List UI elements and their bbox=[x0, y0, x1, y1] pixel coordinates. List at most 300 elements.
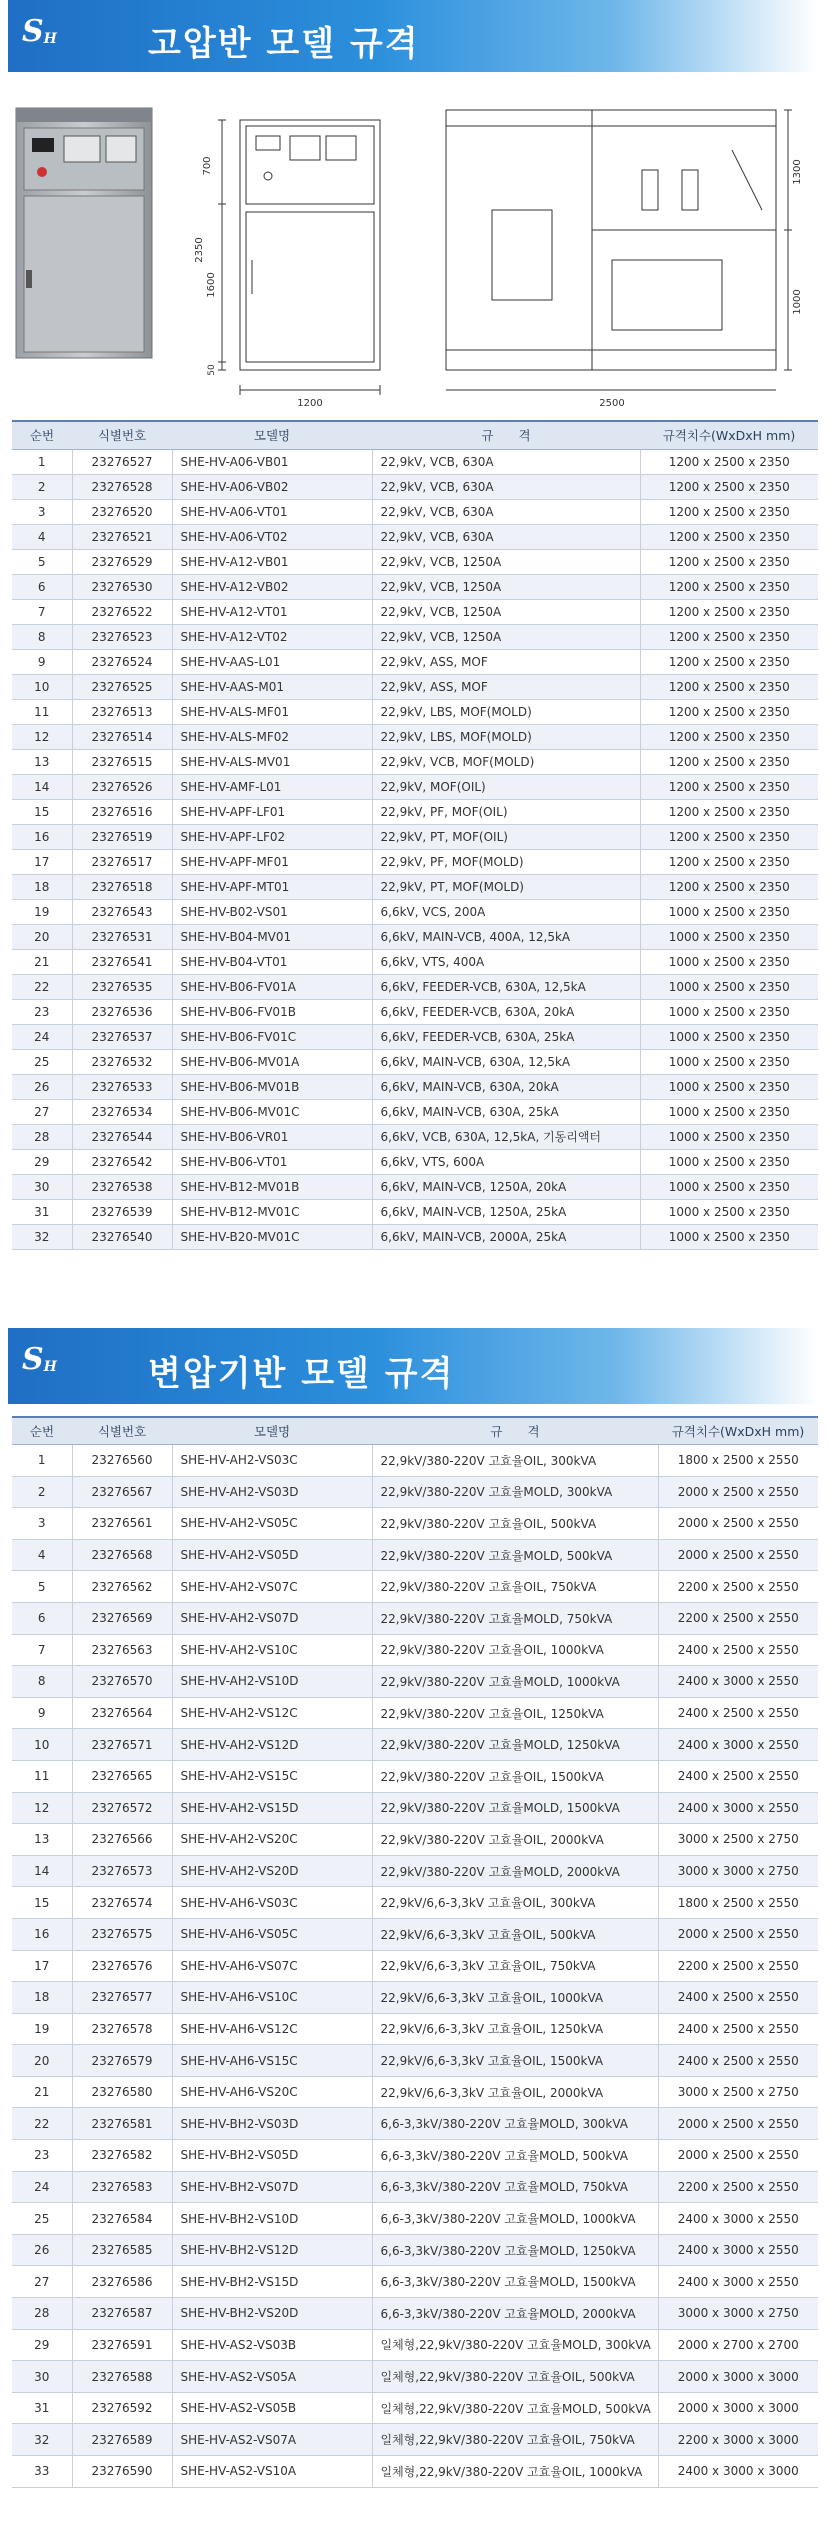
table-row bbox=[12, 1508, 818, 1540]
cell-model: SHE-HV-B06-VR01 bbox=[172, 1124, 372, 1149]
cell-model: SHE-HV-B06-MV01A bbox=[172, 1049, 372, 1074]
cell-no: 10 bbox=[12, 1729, 72, 1761]
cell-dims: 2000 x 2500 x 2550 bbox=[658, 1918, 818, 1950]
cell-no: 19 bbox=[12, 899, 72, 924]
table-row bbox=[12, 449, 818, 474]
cell-id: 23276573 bbox=[72, 1855, 172, 1887]
cell-no: 22 bbox=[12, 974, 72, 999]
cell-model: SHE-HV-ALS-MF01 bbox=[172, 699, 372, 724]
cell-spec: 6,6kV, VTS, 400A bbox=[372, 949, 640, 974]
table-row bbox=[12, 1950, 818, 1982]
cell-id: 23276561 bbox=[72, 1508, 172, 1540]
cell-id: 23276567 bbox=[72, 1476, 172, 1508]
cell-spec: 22,9kV, ASS, MOF bbox=[372, 674, 640, 699]
cell-spec: 일체형,22,9kV/380-220V 고효율MOLD, 500kVA bbox=[372, 2392, 658, 2424]
cell-id: 23276522 bbox=[72, 599, 172, 624]
cell-no: 13 bbox=[12, 749, 72, 774]
cell-spec: 22,9kV/380-220V 고효율OIL, 1000kVA bbox=[372, 1634, 658, 1666]
cell-model: SHE-HV-AH6-VS05C bbox=[172, 1918, 372, 1950]
table-row bbox=[12, 1049, 818, 1074]
col-header-id: 식별번호 bbox=[72, 1417, 172, 1445]
cell-model: SHE-HV-AH2-VS07C bbox=[172, 1571, 372, 1603]
cell-spec: 6,6kV, MAIN-VCB, 400A, 12,5kA bbox=[372, 924, 640, 949]
table-row bbox=[12, 2361, 818, 2393]
table-row bbox=[12, 1918, 818, 1950]
cell-id: 23276527 bbox=[72, 449, 172, 474]
cell-id: 23276543 bbox=[72, 899, 172, 924]
cell-no: 21 bbox=[12, 949, 72, 974]
cell-no: 16 bbox=[12, 1918, 72, 1950]
cell-model: SHE-HV-A06-VT02 bbox=[172, 524, 372, 549]
cell-id: 23276584 bbox=[72, 2203, 172, 2235]
table-row bbox=[12, 1539, 818, 1571]
cell-model: SHE-HV-AH2-VS03C bbox=[172, 1445, 372, 1477]
cell-id: 23276592 bbox=[72, 2392, 172, 2424]
cell-model: SHE-HV-AH6-VS20C bbox=[172, 2076, 372, 2108]
cell-dims: 1200 x 2500 x 2350 bbox=[640, 674, 818, 699]
dim-1300: 1300 bbox=[792, 159, 803, 185]
cell-model: SHE-HV-AAS-M01 bbox=[172, 674, 372, 699]
cell-model: SHE-HV-AH2-VS05D bbox=[172, 1539, 372, 1571]
cell-no: 24 bbox=[12, 2171, 72, 2203]
cell-spec: 22,9kV, VCB, 630A bbox=[372, 474, 640, 499]
cell-model: SHE-HV-AS2-VS03B bbox=[172, 2329, 372, 2361]
cell-model: SHE-HV-B12-MV01B bbox=[172, 1174, 372, 1199]
cell-spec: 6,6kV, FEEDER-VCB, 630A, 25kA bbox=[372, 1024, 640, 1049]
cell-id: 23276580 bbox=[72, 2076, 172, 2108]
cell-id: 23276519 bbox=[72, 824, 172, 849]
cell-dims: 1200 x 2500 x 2350 bbox=[640, 624, 818, 649]
cell-spec: 22,9kV/6,6-3,3kV 고효율OIL, 1500kVA bbox=[372, 2045, 658, 2077]
cell-dims: 1000 x 2500 x 2350 bbox=[640, 899, 818, 924]
cell-no: 17 bbox=[12, 849, 72, 874]
cell-model: SHE-HV-AH2-VS07D bbox=[172, 1602, 372, 1634]
cell-dims: 1000 x 2500 x 2350 bbox=[640, 1099, 818, 1124]
cell-spec: 22,9kV/380-220V 고효율MOLD, 2000kVA bbox=[372, 1855, 658, 1887]
cell-id: 23276563 bbox=[72, 1634, 172, 1666]
table-row bbox=[12, 1634, 818, 1666]
table-row bbox=[12, 1855, 818, 1887]
cell-dims: 2400 x 2500 x 2550 bbox=[658, 1982, 818, 2014]
cell-spec: 22,9kV, ASS, MOF bbox=[372, 649, 640, 674]
cell-dims: 1200 x 2500 x 2350 bbox=[640, 549, 818, 574]
cell-model: SHE-HV-BH2-VS10D bbox=[172, 2203, 372, 2235]
cell-model: SHE-HV-B06-FV01B bbox=[172, 999, 372, 1024]
cell-dims: 2000 x 2500 x 2550 bbox=[658, 1539, 818, 1571]
table-row bbox=[12, 1174, 818, 1199]
cell-no: 28 bbox=[12, 2298, 72, 2330]
cell-spec: 22,9kV/380-220V 고효율MOLD, 1500kVA bbox=[372, 1792, 658, 1824]
cell-dims: 3000 x 3000 x 2750 bbox=[658, 2298, 818, 2330]
cell-id: 23276529 bbox=[72, 549, 172, 574]
cell-id: 23276525 bbox=[72, 674, 172, 699]
cell-model: SHE-HV-AH2-VS12D bbox=[172, 1729, 372, 1761]
cell-no: 25 bbox=[12, 2203, 72, 2235]
cell-model: SHE-HV-AH2-VS10D bbox=[172, 1666, 372, 1698]
table-row bbox=[12, 2140, 818, 2172]
cell-id: 23276520 bbox=[72, 499, 172, 524]
dim-1000: 1000 bbox=[792, 289, 803, 315]
table-row bbox=[12, 2392, 818, 2424]
cell-dims: 1000 x 2500 x 2350 bbox=[640, 1074, 818, 1099]
cell-dims: 2000 x 2700 x 2700 bbox=[658, 2329, 818, 2361]
cell-dims: 2000 x 2500 x 2550 bbox=[658, 2140, 818, 2172]
cell-id: 23276576 bbox=[72, 1950, 172, 1982]
cell-no: 25 bbox=[12, 1049, 72, 1074]
table-row bbox=[12, 699, 818, 724]
cell-no: 7 bbox=[12, 1634, 72, 1666]
transformer-panel-spec-table bbox=[12, 1416, 818, 2488]
cell-id: 23276585 bbox=[72, 2234, 172, 2266]
cell-id: 23276577 bbox=[72, 1982, 172, 2014]
cell-model: SHE-HV-A06-VB02 bbox=[172, 474, 372, 499]
cell-model: SHE-HV-AS2-VS07A bbox=[172, 2424, 372, 2456]
cell-model: SHE-HV-AH2-VS05C bbox=[172, 1508, 372, 1540]
cell-model: SHE-HV-AS2-VS10A bbox=[172, 2456, 372, 2488]
cell-id: 23276538 bbox=[72, 1174, 172, 1199]
cell-dims: 3000 x 3000 x 2750 bbox=[658, 1855, 818, 1887]
cell-dims: 2400 x 3000 x 2550 bbox=[658, 2203, 818, 2235]
cell-no: 4 bbox=[12, 1539, 72, 1571]
cell-no: 31 bbox=[12, 1199, 72, 1224]
cell-no: 26 bbox=[12, 1074, 72, 1099]
cell-no: 2 bbox=[12, 474, 72, 499]
table-row bbox=[12, 1149, 818, 1174]
cell-spec: 22,9kV/380-220V 고효율MOLD, 300kVA bbox=[372, 1476, 658, 1508]
cell-spec: 22,9kV, VCB, 1250A bbox=[372, 574, 640, 599]
cell-dims: 1200 x 2500 x 2350 bbox=[640, 649, 818, 674]
cell-model: SHE-HV-B04-VT01 bbox=[172, 949, 372, 974]
cell-no: 12 bbox=[12, 724, 72, 749]
cell-model: SHE-HV-BH2-VS05D bbox=[172, 2140, 372, 2172]
cell-no: 20 bbox=[12, 924, 72, 949]
cell-id: 23276574 bbox=[72, 1887, 172, 1919]
cell-model: SHE-HV-AH2-VS12C bbox=[172, 1697, 372, 1729]
cell-id: 23276572 bbox=[72, 1792, 172, 1824]
cell-spec: 6,6-3,3kV/380-220V 고효율MOLD, 300kVA bbox=[372, 2108, 658, 2140]
cell-model: SHE-HV-ALS-MV01 bbox=[172, 749, 372, 774]
cell-id: 23276528 bbox=[72, 474, 172, 499]
table-row bbox=[12, 2013, 818, 2045]
cell-model: SHE-HV-AH6-VS10C bbox=[172, 1982, 372, 2014]
cell-spec: 6,6kV, MAIN-VCB, 1250A, 25kA bbox=[372, 1199, 640, 1224]
col-header-dims: 규격치수(WxDxH mm) bbox=[658, 1417, 818, 1445]
table-row bbox=[12, 1602, 818, 1634]
table-row bbox=[12, 2329, 818, 2361]
section-title-hv-panel: 고압반 모델 규격 bbox=[148, 24, 420, 64]
table-row bbox=[12, 1199, 818, 1224]
cell-model: SHE-HV-B06-VT01 bbox=[172, 1149, 372, 1174]
cell-no: 32 bbox=[12, 1224, 72, 1249]
cell-dims: 2200 x 2500 x 2550 bbox=[658, 2171, 818, 2203]
cell-no: 23 bbox=[12, 999, 72, 1024]
table-row bbox=[12, 899, 818, 924]
cell-dims: 1000 x 2500 x 2350 bbox=[640, 1149, 818, 1174]
dim-2500: 2500 bbox=[599, 398, 625, 409]
table-row bbox=[12, 574, 818, 599]
cell-model: SHE-HV-APF-LF02 bbox=[172, 824, 372, 849]
table-row bbox=[12, 1224, 818, 1249]
cell-no: 17 bbox=[12, 1950, 72, 1982]
cell-dims: 2000 x 3000 x 3000 bbox=[658, 2392, 818, 2424]
cell-spec: 22,9kV/380-220V 고효율OIL, 1250kVA bbox=[372, 1697, 658, 1729]
table-row bbox=[12, 1124, 818, 1149]
cell-spec: 6,6-3,3kV/380-220V 고효율MOLD, 1000kVA bbox=[372, 2203, 658, 2235]
table-row bbox=[12, 999, 818, 1024]
cell-dims: 2400 x 3000 x 2550 bbox=[658, 2266, 818, 2298]
cell-no: 30 bbox=[12, 2361, 72, 2393]
cell-spec: 22,9kV/380-220V 고효율MOLD, 500kVA bbox=[372, 1539, 658, 1571]
cell-model: SHE-HV-B04-MV01 bbox=[172, 924, 372, 949]
col-header-model: 모델명 bbox=[172, 1417, 372, 1445]
col-header-model: 모델명 bbox=[172, 421, 372, 449]
cell-id: 23276524 bbox=[72, 649, 172, 674]
cell-id: 23276588 bbox=[72, 2361, 172, 2393]
cell-model: SHE-HV-AMF-L01 bbox=[172, 774, 372, 799]
cell-id: 23276571 bbox=[72, 1729, 172, 1761]
table-row bbox=[12, 1074, 818, 1099]
cell-no: 23 bbox=[12, 2140, 72, 2172]
cell-dims: 1000 x 2500 x 2350 bbox=[640, 1224, 818, 1249]
table-row bbox=[12, 1024, 818, 1049]
cell-model: SHE-HV-AH2-VS15D bbox=[172, 1792, 372, 1824]
cell-model: SHE-HV-AH6-VS03C bbox=[172, 1887, 372, 1919]
cell-dims: 1200 x 2500 x 2350 bbox=[640, 849, 818, 874]
cell-id: 23276540 bbox=[72, 1224, 172, 1249]
cell-spec: 22,9kV, VCB, 630A bbox=[372, 524, 640, 549]
cell-dims: 1000 x 2500 x 2350 bbox=[640, 974, 818, 999]
cell-dims: 1200 x 2500 x 2350 bbox=[640, 449, 818, 474]
cell-model: SHE-HV-BH2-VS12D bbox=[172, 2234, 372, 2266]
cell-model: SHE-HV-A12-VB01 bbox=[172, 549, 372, 574]
cell-dims: 2200 x 2500 x 2550 bbox=[658, 1571, 818, 1603]
cell-no: 30 bbox=[12, 1174, 72, 1199]
section-banner-hv-panel bbox=[8, 0, 818, 72]
cell-model: SHE-HV-B06-MV01C bbox=[172, 1099, 372, 1124]
cell-spec: 22,9kV/6,6-3,3kV 고효율OIL, 2000kVA bbox=[372, 2076, 658, 2108]
dim-2350: 2350 bbox=[194, 237, 205, 263]
cell-spec: 22,9kV/6,6-3,3kV 고효율OIL, 500kVA bbox=[372, 1918, 658, 1950]
cell-dims: 2400 x 3000 x 2550 bbox=[658, 1666, 818, 1698]
cell-id: 23276578 bbox=[72, 2013, 172, 2045]
cell-id: 23276568 bbox=[72, 1539, 172, 1571]
cell-id: 23276544 bbox=[72, 1124, 172, 1149]
transformer-panel-table-body bbox=[12, 1445, 818, 2488]
cell-spec: 22,9kV/380-220V 고효율OIL, 1500kVA bbox=[372, 1760, 658, 1792]
cell-no: 8 bbox=[12, 1666, 72, 1698]
cell-id: 23276590 bbox=[72, 2456, 172, 2488]
cell-id: 23276513 bbox=[72, 699, 172, 724]
table-row bbox=[12, 649, 818, 674]
table-row bbox=[12, 624, 818, 649]
cell-spec: 6,6-3,3kV/380-220V 고효율MOLD, 750kVA bbox=[372, 2171, 658, 2203]
cell-spec: 6,6kV, VCB, 630A, 12,5kA, 기동리액터 bbox=[372, 1124, 640, 1149]
cell-no: 6 bbox=[12, 574, 72, 599]
cell-dims: 1200 x 2500 x 2350 bbox=[640, 599, 818, 624]
table-row bbox=[12, 2298, 818, 2330]
cell-dims: 1000 x 2500 x 2350 bbox=[640, 1049, 818, 1074]
cell-no: 21 bbox=[12, 2076, 72, 2108]
cell-spec: 22,9kV, PF, MOF(MOLD) bbox=[372, 849, 640, 874]
cell-dims: 1200 x 2500 x 2350 bbox=[640, 574, 818, 599]
cell-spec: 6,6-3,3kV/380-220V 고효율MOLD, 1250kVA bbox=[372, 2234, 658, 2266]
cell-spec: 6,6kV, MAIN-VCB, 630A, 20kA bbox=[372, 1074, 640, 1099]
cell-dims: 2000 x 2500 x 2550 bbox=[658, 2108, 818, 2140]
cell-dims: 2400 x 3000 x 3000 bbox=[658, 2456, 818, 2488]
cell-no: 15 bbox=[12, 1887, 72, 1919]
cell-spec: 22,9kV, VCB, 1250A bbox=[372, 549, 640, 574]
cell-id: 23276541 bbox=[72, 949, 172, 974]
dim-50: 50 bbox=[207, 364, 217, 376]
panel-drawings bbox=[12, 80, 818, 420]
cell-dims: 2200 x 2500 x 2550 bbox=[658, 1950, 818, 1982]
cell-id: 23276560 bbox=[72, 1445, 172, 1477]
cell-no: 13 bbox=[12, 1824, 72, 1856]
col-header-no: 순번 bbox=[12, 421, 72, 449]
cell-id: 23276516 bbox=[72, 799, 172, 824]
cell-id: 23276589 bbox=[72, 2424, 172, 2456]
cell-spec: 22,9kV, PT, MOF(MOLD) bbox=[372, 874, 640, 899]
cell-model: SHE-HV-AH2-VS10C bbox=[172, 1634, 372, 1666]
panel-photo bbox=[12, 80, 162, 380]
cell-dims: 1000 x 2500 x 2350 bbox=[640, 999, 818, 1024]
cell-spec: 22,9kV/380-220V 고효율OIL, 2000kVA bbox=[372, 1824, 658, 1856]
cell-dims: 1200 x 2500 x 2350 bbox=[640, 724, 818, 749]
table-row bbox=[12, 924, 818, 949]
cell-no: 9 bbox=[12, 649, 72, 674]
cell-spec: 일체형,22,9kV/380-220V 고효율OIL, 500kVA bbox=[372, 2361, 658, 2393]
cell-dims: 1000 x 2500 x 2350 bbox=[640, 1199, 818, 1224]
cell-spec: 22,9kV/6,6-3,3kV 고효율OIL, 750kVA bbox=[372, 1950, 658, 1982]
cell-no: 14 bbox=[12, 1855, 72, 1887]
cell-dims: 1200 x 2500 x 2350 bbox=[640, 774, 818, 799]
cell-spec: 22,9kV, VCB, 1250A bbox=[372, 624, 640, 649]
cell-model: SHE-HV-AH2-VS15C bbox=[172, 1760, 372, 1792]
cell-spec: 22,9kV, VCB, 630A bbox=[372, 449, 640, 474]
table-row bbox=[12, 1445, 818, 1477]
table-row bbox=[12, 2171, 818, 2203]
table-row bbox=[12, 974, 818, 999]
cell-dims: 3000 x 2500 x 2750 bbox=[658, 1824, 818, 1856]
cell-dims: 2400 x 3000 x 2550 bbox=[658, 1729, 818, 1761]
cell-no: 14 bbox=[12, 774, 72, 799]
cell-model: SHE-HV-B06-MV01B bbox=[172, 1074, 372, 1099]
cell-model: SHE-HV-AH2-VS03D bbox=[172, 1476, 372, 1508]
cell-model: SHE-HV-A12-VB02 bbox=[172, 574, 372, 599]
cell-id: 23276582 bbox=[72, 2140, 172, 2172]
cell-id: 23276579 bbox=[72, 2045, 172, 2077]
table-row bbox=[12, 774, 818, 799]
cell-spec: 6,6kV, MAIN-VCB, 1250A, 20kA bbox=[372, 1174, 640, 1199]
cell-id: 23276539 bbox=[72, 1199, 172, 1224]
cell-dims: 2400 x 2500 x 2550 bbox=[658, 2013, 818, 2045]
cell-no: 5 bbox=[12, 1571, 72, 1603]
cell-spec: 22,9kV/380-220V 고효율OIL, 300kVA bbox=[372, 1445, 658, 1477]
cell-id: 23276583 bbox=[72, 2171, 172, 2203]
cell-no: 1 bbox=[12, 1445, 72, 1477]
cell-model: SHE-HV-AS2-VS05A bbox=[172, 2361, 372, 2393]
hv-panel-table-body bbox=[12, 449, 818, 1249]
dim-700: 700 bbox=[202, 156, 213, 176]
cell-id: 23276566 bbox=[72, 1824, 172, 1856]
cell-dims: 1800 x 2500 x 2550 bbox=[658, 1445, 818, 1477]
cell-id: 23276586 bbox=[72, 2266, 172, 2298]
table-row bbox=[12, 1982, 818, 2014]
cell-no: 24 bbox=[12, 1024, 72, 1049]
cell-model: SHE-HV-AAS-L01 bbox=[172, 649, 372, 674]
cell-spec: 6,6kV, MAIN-VCB, 630A, 25kA bbox=[372, 1099, 640, 1124]
cell-no: 12 bbox=[12, 1792, 72, 1824]
cell-no: 32 bbox=[12, 2424, 72, 2456]
cell-dims: 2000 x 3000 x 3000 bbox=[658, 2361, 818, 2393]
cell-no: 3 bbox=[12, 499, 72, 524]
cell-model: SHE-HV-A12-VT02 bbox=[172, 624, 372, 649]
col-header-spec: 규 격 bbox=[372, 1417, 658, 1445]
cell-dims: 2200 x 2500 x 2550 bbox=[658, 1602, 818, 1634]
cell-spec: 22,9kV/6,6-3,3kV 고효율OIL, 1250kVA bbox=[372, 2013, 658, 2045]
cell-spec: 일체형,22,9kV/380-220V 고효율MOLD, 300kVA bbox=[372, 2329, 658, 2361]
cell-model: SHE-HV-APF-MF01 bbox=[172, 849, 372, 874]
cell-model: SHE-HV-BH2-VS07D bbox=[172, 2171, 372, 2203]
cell-model: SHE-HV-AH2-VS20D bbox=[172, 1855, 372, 1887]
table-row bbox=[12, 1824, 818, 1856]
section-banner-transformer-panel bbox=[8, 1328, 818, 1404]
table-row bbox=[12, 1887, 818, 1919]
cell-id: 23276515 bbox=[72, 749, 172, 774]
cell-dims: 1200 x 2500 x 2350 bbox=[640, 699, 818, 724]
cell-dims: 1000 x 2500 x 2350 bbox=[640, 949, 818, 974]
cell-spec: 6,6-3,3kV/380-220V 고효율MOLD, 2000kVA bbox=[372, 2298, 658, 2330]
table-row bbox=[12, 824, 818, 849]
cell-no: 7 bbox=[12, 599, 72, 624]
cell-model: SHE-HV-B06-FV01A bbox=[172, 974, 372, 999]
cell-dims: 1200 x 2500 x 2350 bbox=[640, 474, 818, 499]
cell-id: 23276569 bbox=[72, 1602, 172, 1634]
cell-no: 6 bbox=[12, 1602, 72, 1634]
cell-spec: 22,9kV/380-220V 고효율OIL, 500kVA bbox=[372, 1508, 658, 1540]
cell-spec: 22,9kV/6,6-3,3kV 고효율OIL, 1000kVA bbox=[372, 1982, 658, 2014]
cell-dims: 1200 x 2500 x 2350 bbox=[640, 824, 818, 849]
dim-1600: 1600 bbox=[206, 272, 217, 298]
cell-spec: 6,6-3,3kV/380-220V 고효율MOLD, 1500kVA bbox=[372, 2266, 658, 2298]
cell-spec: 22,9kV/380-220V 고효율MOLD, 1000kVA bbox=[372, 1666, 658, 1698]
cell-model: SHE-HV-BH2-VS20D bbox=[172, 2298, 372, 2330]
table-row bbox=[12, 549, 818, 574]
cell-dims: 1200 x 2500 x 2350 bbox=[640, 499, 818, 524]
cell-model: SHE-HV-A06-VT01 bbox=[172, 499, 372, 524]
cell-no: 19 bbox=[12, 2013, 72, 2045]
cell-no: 29 bbox=[12, 2329, 72, 2361]
cell-id: 23276518 bbox=[72, 874, 172, 899]
cell-id: 23276564 bbox=[72, 1697, 172, 1729]
cell-spec: 6,6kV, VCS, 200A bbox=[372, 899, 640, 924]
cell-no: 16 bbox=[12, 824, 72, 849]
col-header-dims: 규격치수(WxDxH mm) bbox=[640, 421, 818, 449]
cell-model: SHE-HV-A06-VB01 bbox=[172, 449, 372, 474]
cell-id: 23276562 bbox=[72, 1571, 172, 1603]
cell-no: 10 bbox=[12, 674, 72, 699]
cell-no: 3 bbox=[12, 1508, 72, 1540]
cell-dims: 1800 x 2500 x 2550 bbox=[658, 1887, 818, 1919]
table-header-row bbox=[12, 421, 818, 449]
table-row bbox=[12, 1760, 818, 1792]
cell-model: SHE-HV-A12-VT01 bbox=[172, 599, 372, 624]
cell-id: 23276532 bbox=[72, 1049, 172, 1074]
cell-spec: 6,6kV, FEEDER-VCB, 630A, 12,5kA bbox=[372, 974, 640, 999]
cell-no: 15 bbox=[12, 799, 72, 824]
cell-dims: 2400 x 2500 x 2550 bbox=[658, 1697, 818, 1729]
table-row bbox=[12, 2045, 818, 2077]
